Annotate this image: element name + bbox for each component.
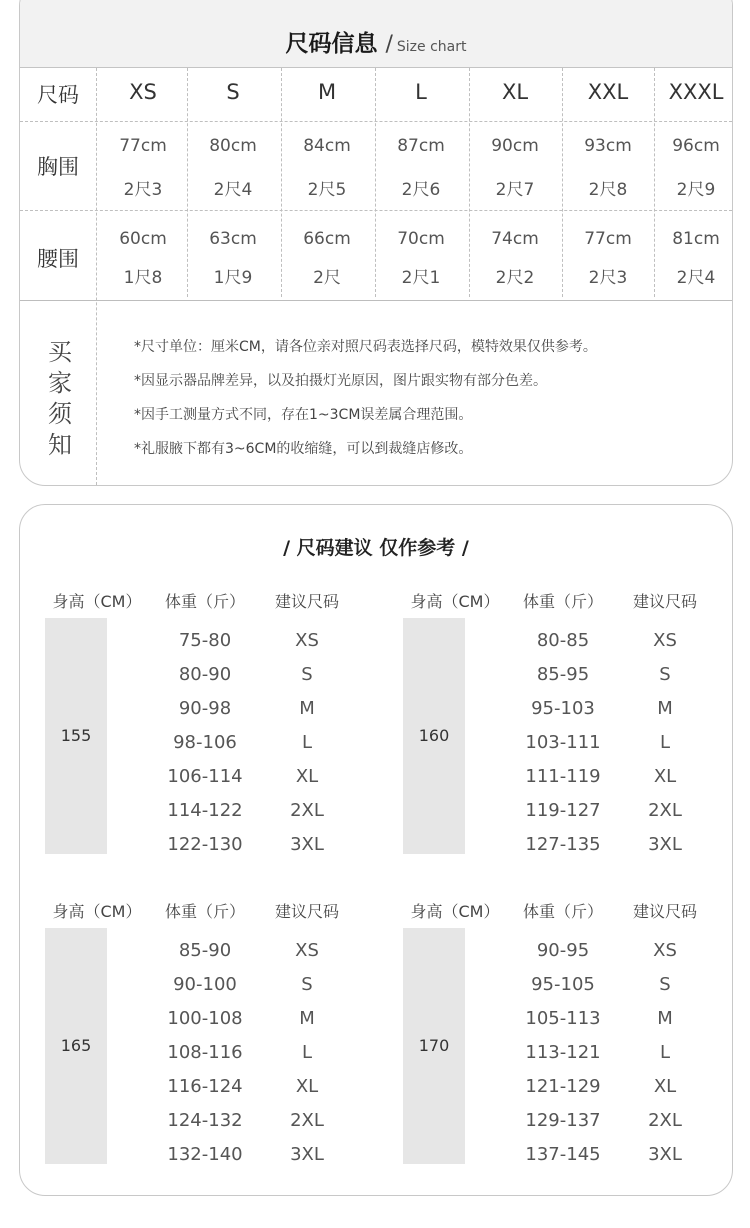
- chest-cm-cell: 77cm: [119, 136, 167, 156]
- height-value: 170: [418, 1036, 450, 1055]
- weight-header: 体重（斤）: [522, 592, 603, 611]
- suggested-size-cell: XL: [653, 1076, 677, 1097]
- height-value: 155: [60, 726, 92, 745]
- weight-range-cell: 127-135: [525, 834, 601, 855]
- chest-chi-cell: 2尺7: [495, 180, 535, 200]
- suggested-size-cell: 3XL: [290, 1144, 324, 1165]
- height-header: 身高（CM）: [410, 902, 500, 921]
- recommend-group: [20, 589, 340, 879]
- note-line: *尺寸单位：厘米CM，请各位亲对照尺码表选择尺码，模特效果仅供参考。: [134, 339, 597, 355]
- suggested-size-cell: M: [299, 698, 315, 719]
- waist-chi-cell: 1尺8: [123, 268, 163, 288]
- suggested-size-cell: XS: [653, 940, 677, 961]
- weight-range-cell: 111-119: [525, 766, 601, 787]
- note-line: *礼服腋下都有3~6CM的收缩缝，可以到裁缝店修改。: [134, 441, 473, 457]
- notice-label-char: 买: [48, 338, 72, 366]
- note-line: *因显示器品牌差异，以及拍摄灯光原因，图片跟实物有部分色差。: [134, 373, 547, 389]
- chest-cm-cell: 90cm: [491, 136, 539, 156]
- weight-range-cell: 124-132: [167, 1110, 243, 1131]
- suggested-size-cell: L: [301, 732, 313, 753]
- weight-range-cell: 105-113: [525, 1008, 601, 1029]
- weight-range-cell: 98-106: [173, 732, 237, 753]
- waist-cm-cell: 77cm: [584, 229, 632, 249]
- suggested-size-cell: XL: [295, 1076, 319, 1097]
- size-header-cell: XXXL: [668, 80, 724, 104]
- height-value: 160: [418, 726, 450, 745]
- suggested-size-cell: 2XL: [648, 800, 682, 821]
- size-chart-title-zh: 尺码信息: [285, 31, 378, 57]
- suggested-size-cell: XL: [295, 766, 319, 787]
- suggested-size-cell: 2XL: [290, 800, 324, 821]
- chest-cm-cell: 84cm: [303, 136, 351, 156]
- weight-range-cell: 95-103: [531, 698, 595, 719]
- size-chart-card: [19, 0, 733, 486]
- suggested-size-cell: 2XL: [290, 1110, 324, 1131]
- size-header: 建议尺码: [274, 902, 339, 921]
- note-line: *因手工测量方式不同，存在1~3CM误差属合理范围。: [134, 407, 473, 423]
- weight-range-cell: 75-80: [178, 630, 232, 651]
- weight-range-cell: 80-90: [178, 664, 232, 685]
- size-header: 建议尺码: [632, 902, 697, 921]
- chest-chi-cell: 2尺8: [588, 180, 628, 200]
- height-block: [45, 618, 107, 854]
- notice-label-char: 知: [48, 431, 72, 459]
- recommend-group: [378, 899, 698, 1189]
- waist-cm-cell: 81cm: [672, 229, 720, 249]
- waist-chi-cell: 2尺3: [588, 268, 628, 288]
- suggested-size-cell: S: [659, 664, 671, 685]
- suggested-size-cell: 3XL: [648, 834, 682, 855]
- suggested-size-cell: S: [301, 974, 313, 995]
- size-header-cell: L: [415, 80, 427, 104]
- suggested-size-cell: M: [299, 1008, 315, 1029]
- weight-range-cell: 90-98: [178, 698, 232, 719]
- suggested-size-cell: XS: [653, 630, 677, 651]
- height-header: 身高（CM）: [410, 592, 500, 611]
- weight-range-cell: 116-124: [167, 1076, 243, 1097]
- weight-range-cell: 108-116: [167, 1042, 243, 1063]
- weight-range-cell: 95-105: [531, 974, 595, 995]
- waist-cm-cell: 74cm: [491, 229, 539, 249]
- waist-cm-cell: 70cm: [397, 229, 445, 249]
- height-block: [403, 928, 465, 1164]
- weight-header: 体重（斤）: [164, 592, 245, 611]
- weight-range-cell: 132-140: [167, 1144, 243, 1165]
- waist-chi-cell: 2尺4: [676, 268, 716, 288]
- size-header-cell: XL: [501, 80, 529, 104]
- suggested-size-cell: L: [659, 732, 671, 753]
- row-label-size: 尺码: [37, 83, 79, 107]
- size-chart-title: [20, 25, 732, 58]
- weight-range-cell: 85-95: [536, 664, 590, 685]
- chest-chi-cell: 2尺4: [213, 180, 253, 200]
- suggested-size-cell: M: [657, 698, 673, 719]
- grid-column-divider: [96, 68, 97, 485]
- suggested-size-cell: L: [659, 1042, 671, 1063]
- size-header-cell: XS: [129, 80, 157, 104]
- height-value: 165: [60, 1036, 92, 1055]
- chest-chi-cell: 2尺3: [123, 180, 163, 200]
- notice-label-char: 须: [48, 400, 72, 428]
- chest-chi-cell: 2尺5: [307, 180, 347, 200]
- row-label-chest: 胸围: [37, 155, 79, 179]
- weight-range-cell: 114-122: [167, 800, 243, 821]
- weight-range-cell: 113-121: [525, 1042, 601, 1063]
- suggested-size-cell: XS: [295, 940, 319, 961]
- waist-chi-cell: 2尺1: [401, 268, 441, 288]
- chest-cm-cell: 96cm: [672, 136, 720, 156]
- grid-row-divider: [20, 210, 732, 211]
- size-header-cell: XXL: [587, 80, 629, 104]
- weight-header: 体重（斤）: [164, 902, 245, 921]
- weight-range-cell: 119-127: [525, 800, 601, 821]
- chest-cm-cell: 87cm: [397, 136, 445, 156]
- waist-cm-cell: 66cm: [303, 229, 351, 249]
- weight-range-cell: 106-114: [167, 766, 243, 787]
- waist-chi-cell: 1尺9: [213, 268, 253, 288]
- recommend-group: [20, 899, 340, 1189]
- recommend-group: [378, 589, 698, 879]
- waist-chi-cell: 2尺2: [495, 268, 535, 288]
- weight-range-cell: 103-111: [525, 732, 601, 753]
- row-label-waist: 腰围: [37, 247, 79, 271]
- chest-cm-cell: 80cm: [209, 136, 257, 156]
- notice-divider: [20, 300, 732, 301]
- size-recommend-card: [19, 504, 733, 1196]
- height-block: [403, 618, 465, 854]
- weight-range-cell: 90-95: [536, 940, 590, 961]
- weight-header: 体重（斤）: [522, 902, 603, 921]
- waist-chi-cell: 2尺: [313, 268, 341, 288]
- chest-chi-cell: 2尺6: [401, 180, 441, 200]
- weight-range-cell: 122-130: [167, 834, 243, 855]
- size-header: 建议尺码: [632, 592, 697, 611]
- weight-range-cell: 90-100: [173, 974, 237, 995]
- waist-cm-cell: 63cm: [209, 229, 257, 249]
- chest-chi-cell: 2尺9: [676, 180, 716, 200]
- height-header: 身高（CM）: [52, 592, 142, 611]
- suggested-size-cell: S: [659, 974, 671, 995]
- suggested-size-cell: M: [657, 1008, 673, 1029]
- size-header: 建议尺码: [274, 592, 339, 611]
- weight-range-cell: 121-129: [525, 1076, 601, 1097]
- weight-range-cell: 80-85: [536, 630, 590, 651]
- notice-label-char: 家: [48, 369, 72, 397]
- suggested-size-cell: XS: [295, 630, 319, 651]
- size-chart-title-en: Size chart: [396, 39, 467, 55]
- size-header-cell: M: [317, 80, 337, 104]
- size-chart-header: [20, 0, 732, 68]
- size-header-cell: S: [226, 80, 240, 104]
- suggested-size-cell: 3XL: [648, 1144, 682, 1165]
- suggested-size-cell: S: [301, 664, 313, 685]
- weight-range-cell: 137-145: [525, 1144, 601, 1165]
- title-slash: /: [385, 32, 393, 57]
- weight-range-cell: 100-108: [167, 1008, 243, 1029]
- chest-cm-cell: 93cm: [584, 136, 632, 156]
- grid-row-divider: [20, 121, 732, 122]
- height-block: [45, 928, 107, 1164]
- weight-range-cell: 85-90: [178, 940, 232, 961]
- suggested-size-cell: 2XL: [648, 1110, 682, 1131]
- waist-cm-cell: 60cm: [119, 229, 167, 249]
- size-recommend-title: / 尺码建议 仅作参考 /: [283, 537, 469, 559]
- suggested-size-cell: 3XL: [290, 834, 324, 855]
- weight-range-cell: 129-137: [525, 1110, 601, 1131]
- suggested-size-cell: L: [301, 1042, 313, 1063]
- suggested-size-cell: XL: [653, 766, 677, 787]
- height-header: 身高（CM）: [52, 902, 142, 921]
